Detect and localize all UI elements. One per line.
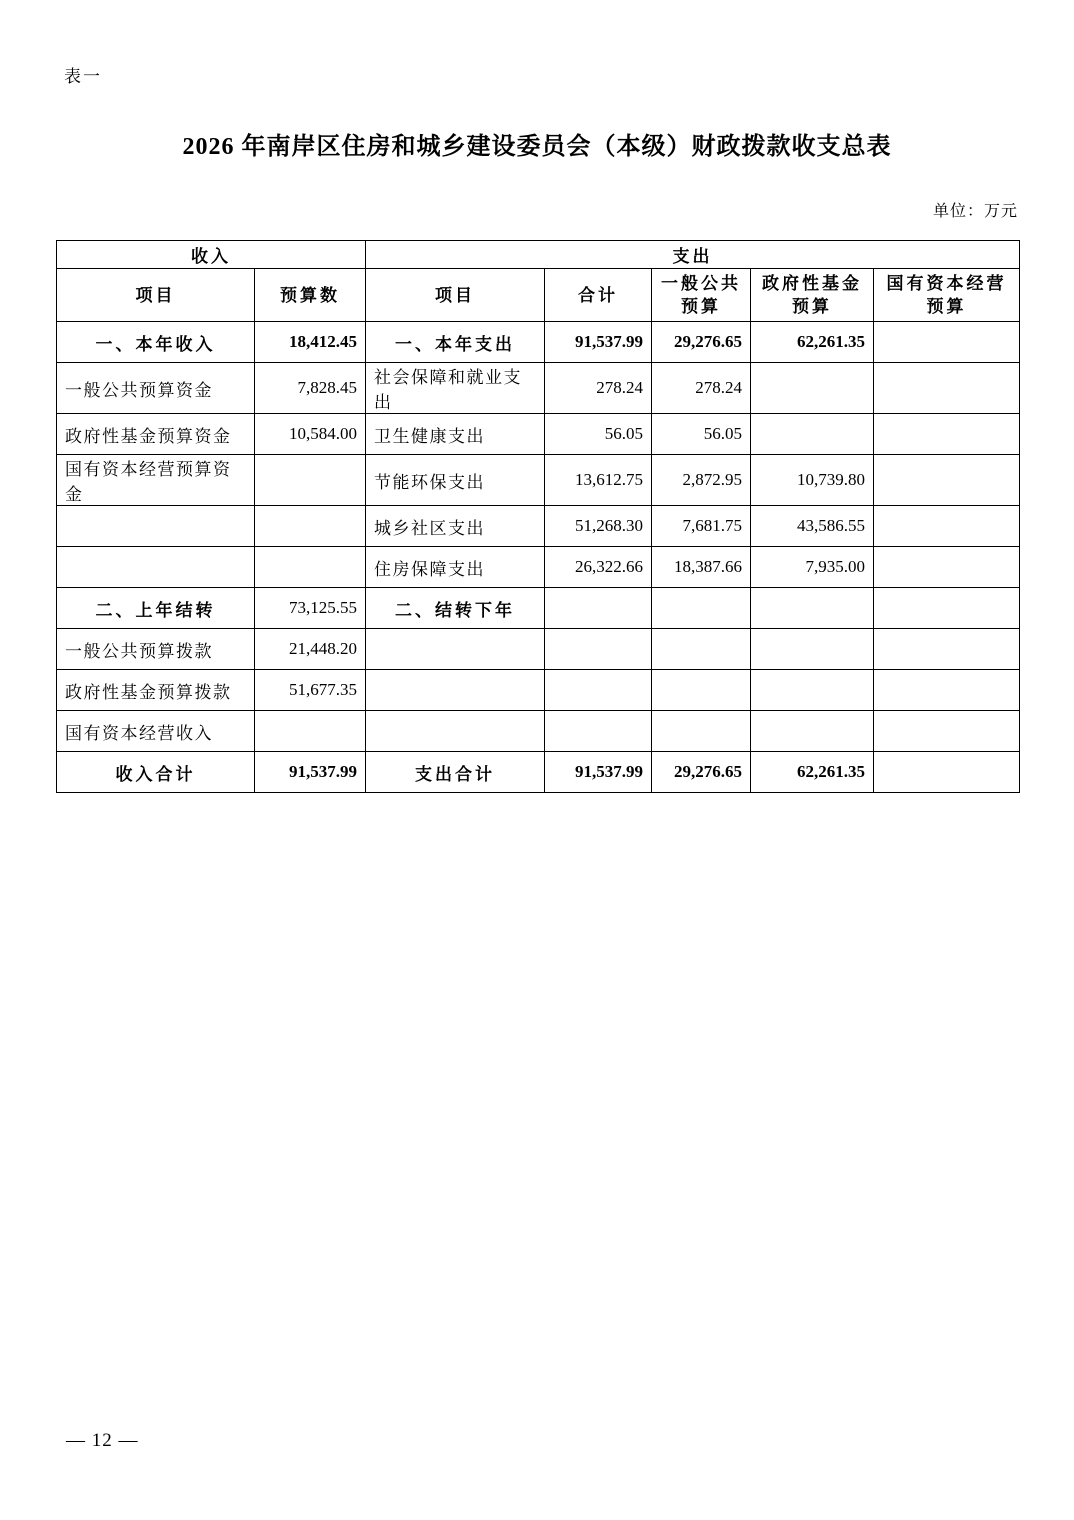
table-number-label: 表一: [64, 67, 102, 86]
expenditure-total-cell: 91,537.99: [545, 322, 652, 363]
state-capital-budget-cell: [874, 752, 1020, 793]
expenditure-item-cell: [366, 711, 545, 752]
income-group-header: 收入: [57, 241, 366, 269]
expenditure-item-cell: 节能环保支出: [366, 455, 545, 506]
expenditure-item-cell: 社会保障和就业支出: [366, 363, 545, 414]
income-item-cell: 收入合计: [57, 752, 255, 793]
income-budget-column-header: 预算数: [255, 269, 366, 322]
unit-note: 单位：万元: [932, 203, 1018, 220]
state-capital-budget-cell: [874, 629, 1020, 670]
income-item-cell: 二、上年结转: [57, 588, 255, 629]
expenditure-total-cell: [545, 711, 652, 752]
table-row: [57, 629, 1020, 670]
income-budget-cell: 10,584.00: [255, 414, 366, 455]
income-item-cell: [57, 506, 255, 547]
income-budget-cell: 7,828.45: [255, 363, 366, 414]
government-fund-budget-cell: [751, 414, 874, 455]
state-capital-budget-cell: [874, 547, 1020, 588]
expenditure-total-cell: 91,537.99: [545, 752, 652, 793]
column-header-row: [57, 269, 1020, 322]
general-public-budget-column-header: 一般公共 预算: [652, 269, 751, 322]
state-capital-budget-cell: [874, 322, 1020, 363]
expenditure-total-cell: 13,612.75: [545, 455, 652, 506]
income-budget-cell: 18,412.45: [255, 322, 366, 363]
table-row: [57, 506, 1020, 547]
expenditure-item-cell: [366, 629, 545, 670]
expenditure-item-column-header: 项目: [366, 269, 545, 322]
table-row: [57, 588, 1020, 629]
government-fund-budget-cell: 10,739.80: [751, 455, 874, 506]
income-budget-cell: 21,448.20: [255, 629, 366, 670]
expenditure-item-cell: 二、结转下年: [366, 588, 545, 629]
expenditure-item-cell: 一、本年支出: [366, 322, 545, 363]
general-public-budget-cell: 278.24: [652, 363, 751, 414]
table-row: [57, 711, 1020, 752]
general-public-budget-cell: 18,387.66: [652, 547, 751, 588]
income-item-cell: [57, 547, 255, 588]
table-row: [57, 752, 1020, 793]
table-row: [57, 455, 1020, 506]
income-item-cell: 一般公共预算资金: [57, 363, 255, 414]
general-public-budget-cell: [652, 670, 751, 711]
general-public-budget-cell: [652, 629, 751, 670]
document-title: 2026 年南岸区住房和城乡建设委员会（本级）财政拨款收支总表: [182, 134, 892, 160]
general-public-budget-cell: 29,276.65: [652, 322, 751, 363]
income-budget-cell: 91,537.99: [255, 752, 366, 793]
general-public-budget-cell: 56.05: [652, 414, 751, 455]
government-fund-budget-cell: [751, 711, 874, 752]
income-item-column-header: 项目: [57, 269, 255, 322]
government-fund-budget-cell: [751, 363, 874, 414]
expenditure-total-cell: [545, 588, 652, 629]
government-fund-budget-cell: [751, 588, 874, 629]
state-capital-budget-cell: [874, 455, 1020, 506]
state-capital-budget-cell: [874, 670, 1020, 711]
table-row: [57, 363, 1020, 414]
government-fund-budget-cell: 43,586.55: [751, 506, 874, 547]
income-budget-cell: [255, 506, 366, 547]
state-capital-budget-cell: [874, 506, 1020, 547]
expenditure-total-cell: 56.05: [545, 414, 652, 455]
government-fund-budget-cell: [751, 629, 874, 670]
income-item-cell: 一、本年收入: [57, 322, 255, 363]
budget-summary-table: [56, 240, 1020, 793]
page-number: — 12 —: [66, 1430, 139, 1451]
income-item-cell: 政府性基金预算资金: [57, 414, 255, 455]
income-item-cell: 一般公共预算拨款: [57, 629, 255, 670]
expenditure-item-cell: 住房保障支出: [366, 547, 545, 588]
state-capital-budget-cell: [874, 363, 1020, 414]
table-row: [57, 414, 1020, 455]
expenditure-item-cell: 支出合计: [366, 752, 545, 793]
expenditure-total-cell: 26,322.66: [545, 547, 652, 588]
expenditure-item-cell: [366, 670, 545, 711]
expenditure-total-column-header: 合计: [545, 269, 652, 322]
expenditure-item-cell: 城乡社区支出: [366, 506, 545, 547]
income-budget-cell: [255, 455, 366, 506]
state-capital-budget-cell: [874, 588, 1020, 629]
table-row: [57, 670, 1020, 711]
government-fund-budget-cell: [751, 670, 874, 711]
general-public-budget-cell: [652, 711, 751, 752]
expenditure-total-cell: [545, 670, 652, 711]
income-budget-cell: 73,125.55: [255, 588, 366, 629]
expenditure-total-cell: [545, 629, 652, 670]
income-item-cell: 国有资本经营预算资金: [57, 455, 255, 506]
income-budget-cell: [255, 547, 366, 588]
general-public-budget-cell: 29,276.65: [652, 752, 751, 793]
income-item-cell: 国有资本经营收入: [57, 711, 255, 752]
expenditure-total-cell: 278.24: [545, 363, 652, 414]
income-item-cell: 政府性基金预算拨款: [57, 670, 255, 711]
state-capital-budget-cell: [874, 711, 1020, 752]
expenditure-group-header: 支出: [366, 241, 1020, 269]
income-budget-cell: 51,677.35: [255, 670, 366, 711]
general-public-budget-cell: 7,681.75: [652, 506, 751, 547]
government-fund-budget-column-header: 政府性基金 预算: [751, 269, 874, 322]
expenditure-total-cell: 51,268.30: [545, 506, 652, 547]
government-fund-budget-cell: 62,261.35: [751, 322, 874, 363]
table-row: [57, 322, 1020, 363]
group-header-row: [57, 241, 1020, 269]
general-public-budget-cell: [652, 588, 751, 629]
income-budget-cell: [255, 711, 366, 752]
table-row: [57, 547, 1020, 588]
state-capital-budget-column-header: 国有资本经营 预算: [874, 269, 1020, 322]
general-public-budget-cell: 2,872.95: [652, 455, 751, 506]
government-fund-budget-cell: 7,935.00: [751, 547, 874, 588]
state-capital-budget-cell: [874, 414, 1020, 455]
government-fund-budget-cell: 62,261.35: [751, 752, 874, 793]
expenditure-item-cell: 卫生健康支出: [366, 414, 545, 455]
